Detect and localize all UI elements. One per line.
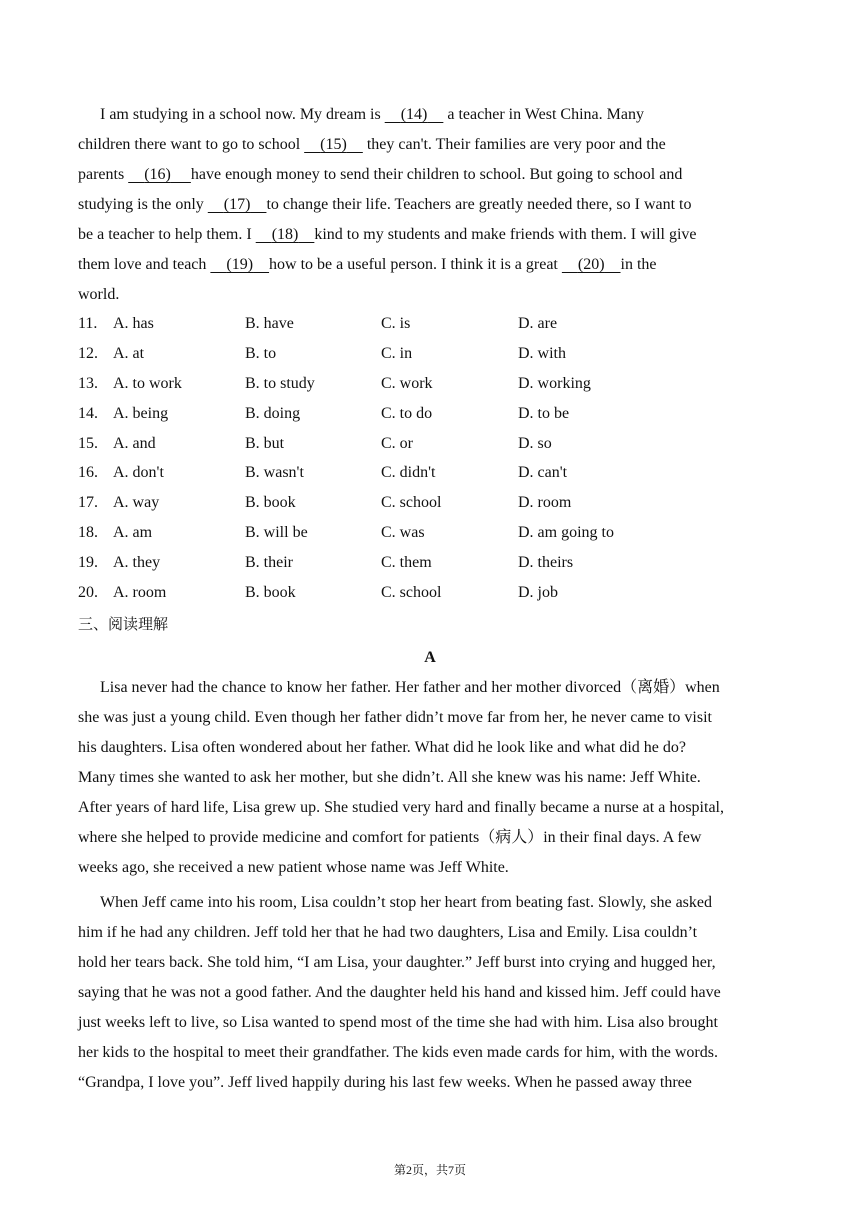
option-c: C. or — [381, 434, 413, 452]
option-a: A. being — [113, 404, 169, 422]
blank-15: (15) — [320, 136, 347, 153]
option-c: C. them — [381, 554, 432, 572]
passage-line: her kids to the hospital to meet their grandfather. The kids even made cards for him, with the words. — [78, 1044, 718, 1061]
option-b: B. their — [245, 554, 293, 572]
question-number: 13. — [78, 374, 98, 392]
option-d: D. theirs — [518, 554, 574, 572]
option-d: D. room — [518, 494, 572, 512]
option-d: D. working — [518, 374, 591, 392]
option-a: A. am — [113, 524, 153, 542]
option-b: B. book — [245, 494, 296, 512]
option-row-11 — [78, 309, 780, 339]
option-a: A. they — [113, 554, 161, 572]
option-row-18 — [78, 518, 780, 548]
option-b: B. to study — [245, 374, 315, 392]
passage-line: weeks ago, she received a new patient whose name was Jeff White. — [78, 859, 509, 876]
blank-17: (17) — [223, 196, 251, 213]
cloze-passage — [78, 100, 780, 310]
blank-16: (16) — [144, 166, 171, 183]
passage-title: A — [424, 649, 436, 666]
cloze-line-2: children there want to go to school (15) they can't. Their families are very poor and the — [78, 130, 780, 160]
option-c: C. work — [381, 374, 433, 392]
option-row-13 — [78, 369, 780, 399]
question-number: 20. — [78, 584, 98, 602]
cloze-line-1: I am studying in a school now. My dream is (14) a teacher in West China. Many — [78, 100, 780, 130]
option-d: D. to be — [518, 404, 570, 422]
passage-line: Many times she wanted to ask her mother, but she didn’t. All she knew was his name: Jeff White. — [78, 769, 701, 786]
passage-line: just weeks left to live, so Lisa wanted to spend most of the time she had with him. Lisa also brought — [78, 1014, 718, 1031]
option-row-14 — [78, 399, 780, 429]
option-c: C. didn't — [381, 464, 436, 482]
option-c: C. school — [381, 584, 442, 602]
question-number: 18. — [78, 524, 98, 542]
question-number: 11. — [78, 315, 98, 332]
section-title: 三、阅读理解 — [78, 615, 169, 633]
option-d: D. am going to — [518, 524, 614, 542]
passage-line: When Jeff came into his room, Lisa couldn’t stop her heart from beating fast. Slowly, she asked — [100, 894, 712, 911]
option-b: B. doing — [245, 404, 301, 422]
cloze-line-6: them love and teach (19) how to be a useful person. I think it is a great (20) in the — [78, 250, 780, 280]
option-c: C. is — [381, 315, 411, 332]
passage-line: his daughters. Lisa often wondered about her father. What did he look like and what did he do? — [78, 739, 686, 756]
option-d: D. are — [518, 315, 558, 332]
option-row-20 — [78, 578, 780, 608]
question-number: 17. — [78, 494, 98, 512]
blank-18: (18) — [271, 226, 299, 243]
question-number: 19. — [78, 554, 98, 572]
passage-line: she was just a young child. Even though her father didn’t move far from her, he never came to visit — [78, 709, 712, 726]
option-d: D. job — [518, 584, 558, 602]
blank-20: (20) — [577, 256, 605, 273]
option-b: B. to — [245, 344, 277, 362]
option-d: D. with — [518, 344, 566, 362]
cloze-line-7: world. — [78, 286, 120, 303]
question-number: 12. — [78, 344, 98, 362]
passage-line: where she helped to provide medicine and comfort for patients（病人）in their final days. A few — [78, 829, 702, 846]
option-c: C. in — [381, 344, 413, 362]
cloze-line-3: parents (16) have enough money to send their children to school. But going to school and — [78, 160, 780, 190]
option-b: B. but — [245, 434, 285, 452]
passage-line: him if he had any children. Jeff told her that he had two daughters, Lisa and Emily. Lisa couldn’t — [78, 924, 698, 941]
option-b: B. have — [245, 315, 294, 332]
blank-14: (14) — [400, 106, 428, 123]
blank-19: (19) — [226, 256, 254, 273]
option-b: B. book — [245, 584, 296, 602]
passage-line: hold her tears back. She told him, “I am Lisa, your daughter.” Jeff burst into crying and hugged her, — [78, 954, 716, 971]
option-c: C. was — [381, 524, 425, 542]
option-a: A. way — [113, 494, 160, 512]
option-b: B. will be — [245, 524, 308, 542]
option-a: A. don't — [113, 464, 164, 482]
question-number: 15. — [78, 434, 98, 452]
passage-a-paragraph-1 — [78, 673, 780, 883]
options-list — [78, 309, 780, 608]
passage-line: saying that he was not a good father. And the daughter held his hand and kissed him. Jeff could have — [78, 984, 721, 1001]
question-number: 16. — [78, 464, 98, 482]
cloze-line-4: studying is the only (17) to change their life. Teachers are greatly needed there, so I want to — [78, 190, 780, 220]
option-a: A. has — [113, 315, 154, 332]
passage-line: Lisa never had the chance to know her father. Her father and her mother divorced（离婚）when — [100, 679, 720, 696]
option-row-12 — [78, 339, 780, 369]
option-row-16 — [78, 458, 780, 488]
option-row-15 — [78, 429, 780, 459]
passage-line: After years of hard life, Lisa grew up. She studied very hard and finally became a nurse at a hospital, — [78, 799, 724, 816]
cloze-line-5: be a teacher to help them. I (18) kind to my students and make friends with them. I will give — [78, 220, 780, 250]
passage-a-paragraph-2 — [78, 888, 780, 1098]
option-a: A. to work — [113, 374, 182, 392]
question-number: 14. — [78, 404, 98, 422]
option-row-17 — [78, 488, 780, 518]
option-d: D. can't — [518, 464, 568, 482]
option-a: A. at — [113, 344, 145, 362]
option-a: A. and — [113, 434, 156, 452]
option-d: D. so — [518, 434, 552, 452]
option-c: C. to do — [381, 404, 433, 422]
passage-line: “Grandpa, I love you”. Jeff lived happily during his last few weeks. When he passed away three — [78, 1074, 692, 1091]
option-c: C. school — [381, 494, 442, 512]
page-footer: 第2页，共7页 — [393, 1163, 466, 1177]
option-row-19 — [78, 548, 780, 578]
option-a: A. room — [113, 584, 167, 602]
option-b: B. wasn't — [245, 464, 304, 482]
